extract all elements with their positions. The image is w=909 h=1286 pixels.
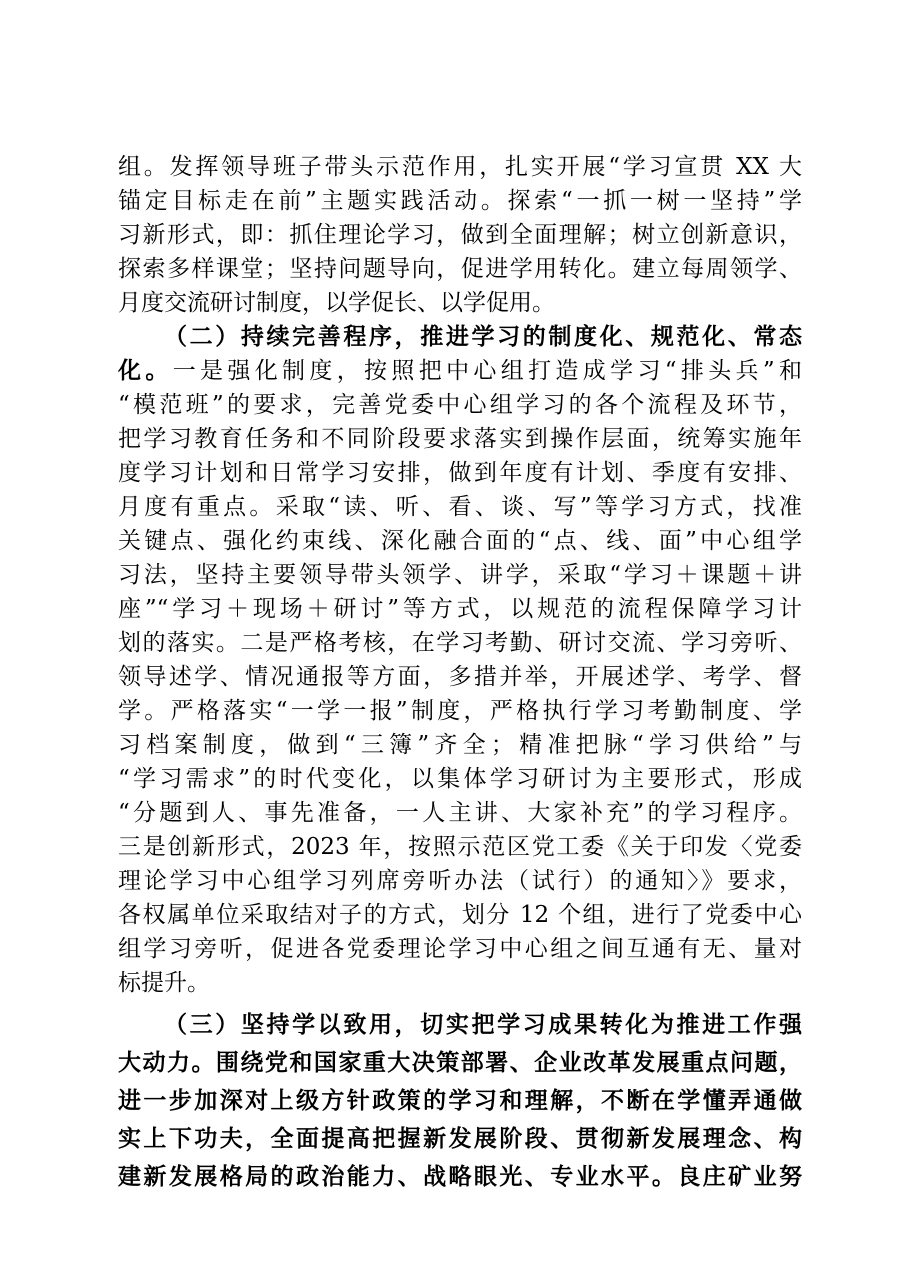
document-body: [118, 150, 802, 1196]
section-heading-tail: 化。: [118, 357, 173, 384]
text-span: 一是强化制度，按照把中心组打造成学习“排头兵”和: [172, 358, 802, 384]
text-line: 月度有重点。采取“读、听、看、谈、写”等学习方式，找准: [118, 494, 802, 520]
text-line: 座”“学习＋现场＋研讨”等方式，以规范的流程保障学习计: [118, 596, 802, 622]
text-line: [118, 354, 802, 388]
text-line: 划的落实。二是严格考核，在学习考勤、研讨交流、学习旁听、: [118, 630, 802, 656]
paragraph-2: [118, 320, 802, 1000]
text-line: 理论学习中心组学习列席旁听办法（试行）的通知〉》要求，: [118, 868, 802, 894]
text-line: 建新发展格局的政治能力、战略眼光、专业水平。良庄矿业努: [118, 1163, 802, 1190]
text-line: “分题到人、事先准备，一人主讲、大家补充”的学习程序。: [118, 800, 802, 826]
text-line: “学习需求”的时代变化，以集体学习研讨为主要形式，形成: [118, 766, 802, 792]
text-line: 习新形式，即：抓住理论学习，做到全面理解；树立创新意识，: [118, 222, 802, 248]
section-heading: （三）坚持学以致用，切实把学习成果转化为推进工作强: [164, 1011, 802, 1038]
text-line: 组学习旁听，促进各党委理论学习中心组之间互通有无、量对: [118, 936, 802, 962]
text-line: 组。发挥领导班子带头示范作用，扎实开展“学习宣贯 XX 大: [118, 154, 802, 180]
text-line: 把学习教育任务和不同阶段要求落实到操作层面，统筹实施年: [118, 426, 802, 452]
text-line: “模范班”的要求，完善党委中心组学习的各个流程及环节，: [118, 392, 802, 418]
text-line: 各权属单位采取结对子的方式，划分 12 个组，进行了党委中心: [118, 902, 802, 928]
text-line: 三是创新形式，2023 年，按照示范区党工委《关于印发〈党委: [118, 834, 802, 860]
text-line: 实上下功夫，全面提高把握新发展阶段、贯彻新发展理念、构: [118, 1125, 802, 1152]
text-line: 标提升。: [118, 970, 210, 996]
text-line: 关键点、强化约束线、深化融合面的“点、线、面”中心组学: [118, 528, 802, 554]
text-line: 习档案制度，做到“三簿”齐全；精准把脉“学习供给”与: [118, 732, 802, 758]
text-line: 领导述学、情况通报等方面，多措并举，开展述学、考学、督: [118, 664, 802, 690]
text-line: 锚定目标走在前”主题实践活动。探索“一抓一树一坚持”学: [118, 188, 802, 214]
paragraph-3: [118, 1006, 802, 1196]
text-line: 大动力。围绕党和国家重大决策部署、企业改革发展重点问题，: [118, 1049, 802, 1076]
text-line: 度学习计划和日常学习安排，做到年度有计划、季度有安排、: [118, 460, 802, 486]
text-line: 学。严格落实“一学一报”制度，严格执行学习考勤制度、学: [118, 698, 802, 724]
text-line: 月度交流研讨制度，以学促长、以学促用。: [118, 290, 555, 316]
text-line: 探索多样课堂；坚持问题导向，促进学用转化。建立每周领学、: [118, 256, 802, 282]
section-heading: （二）持续完善程序，推进学习的制度化、规范化、常态: [164, 323, 802, 350]
paragraph-1: [118, 150, 802, 320]
text-line: 习法，坚持主要领导带头领学、讲学，采取“学习＋课题＋讲: [118, 562, 802, 588]
text-line: 进一步加深对上级方针政策的学习和理解，不断在学懂弄通做: [118, 1087, 802, 1114]
